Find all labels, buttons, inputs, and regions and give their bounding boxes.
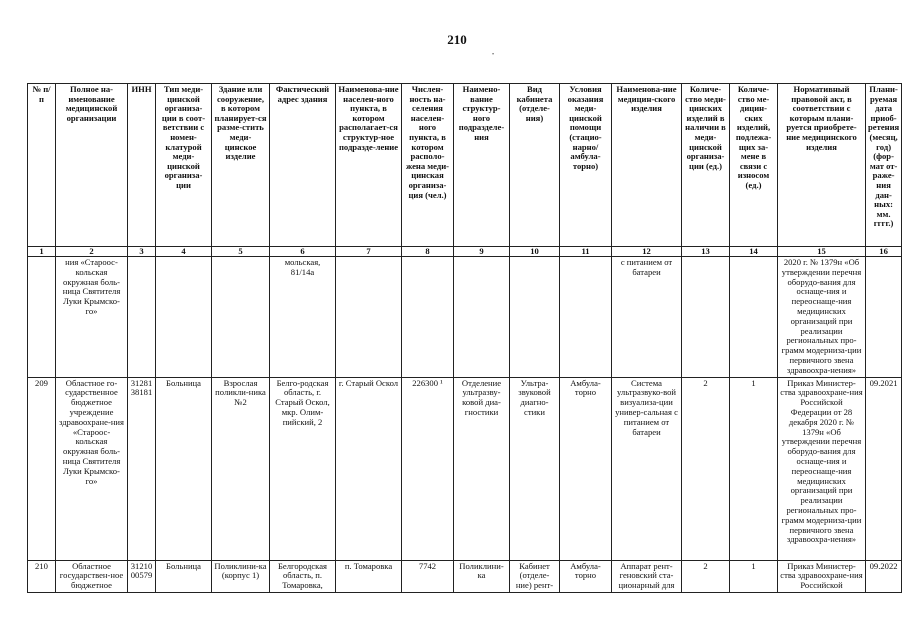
building [212,257,270,378]
legal-act: Приказ Министер-ства здравоохране-ния Российской Федерации от 28 декабря 2020 г. № 1379н «Об утверждении перечня оборудо-вания для оснаще-ния и переоснаще-ния медицинских организаций при реализации региональных про-грамм модерниза-ции первичного звена здравоохра-нения» [778,377,866,560]
page-number: 210 [447,32,467,47]
col-number: 2 [56,247,128,257]
header-col-13: Количе-ство меди-цинских изделий в наличии в меди-цинской организа-ции (ед.) [682,84,730,247]
settlement: п. Томаровка [336,560,402,592]
header-col-12: Наименова-ние медицин-ского изделия [612,84,682,247]
col-number: 8 [402,247,454,257]
population [402,257,454,378]
table-row [28,257,902,378]
equipment-table [27,83,902,593]
division [454,257,510,378]
page-dot: • [492,52,495,58]
row-index: 210 [28,560,56,592]
header-row [28,84,902,247]
address: Белго-родская область, г. Старый Оскол, мкр. Олим-пийский, 2 [270,377,336,560]
population: 7742 [402,560,454,592]
devices-available: 2 [682,377,730,560]
header-col-6: Фактический адрес здания [270,84,336,247]
col-number: 16 [866,247,902,257]
planned-date: 09.2021 [866,377,902,560]
col-number: 15 [778,247,866,257]
cabinet-type [510,257,560,378]
col-number: 3 [128,247,156,257]
settlement: г. Старый Оскол [336,377,402,560]
cabinet-type: Кабинет (отделе-ние) рент- [510,560,560,592]
inn: 31281 38181 [128,377,156,560]
legal-act: 2020 г. № 1379н «Об утверждении перечня оборудо-вания для оснаще-ния и переоснаще-ния медицинских организаций при реализации региональных про-грамм модерниза-ции первичного звена здравоохра-нения» [778,257,866,378]
address: мольская, 81/14а [270,257,336,378]
header-col-3: ИНН [128,84,156,247]
cabinet-type: Ультра-звуковой диагно-стики [510,377,560,560]
planned-date: 09.2022 [866,560,902,592]
col-number: 5 [212,247,270,257]
care-conditions: Амбула-торно [560,377,612,560]
header-col-5: Здание или сооружение, в котором планирует-ся разме-стить меди-цинское изделие [212,84,270,247]
header-col-14: Количе-ство ме-дицин-ских изделий, подлежа-щих за-мене в связи с износом (ед.) [730,84,778,247]
header-col-16: Плани-руемая дата приоб-ретения (месяц, год) (фор-мат от-раже-ния дан-ных: мм. гггг.) [866,84,902,247]
header-col-9: Наимено-вание структур-ного подразделе-ния [454,84,510,247]
device-name: Система ультразвуко-вой визуализа-ции универ-сальная с питанием от батареи [612,377,682,560]
row-index: 209 [28,377,56,560]
settlement [336,257,402,378]
header-col-7: Наименова-ние населен-ного пункта, в котором располагает-ся структур-ное подразде-ление [336,84,402,247]
organization-name: Областное государствен-ное бюджетное [56,560,128,592]
header-col-15: Нормативный правовой акт, в соответствии с которым плани-руется приобрете-ние медицинского изделия [778,84,866,247]
col-number: 1 [28,247,56,257]
col-number: 12 [612,247,682,257]
legal-act: Приказ Министер-ства здравоохране-ния Российской [778,560,866,592]
device-name: Аппарат рент-геновский ста-ционарный для [612,560,682,592]
col-number: 4 [156,247,212,257]
header-col-1: № п/п [28,84,56,247]
header-col-2: Полное на-именование медицинской организации [56,84,128,247]
col-number: 10 [510,247,560,257]
col-number: 13 [682,247,730,257]
care-conditions [560,257,612,378]
organization-type [156,257,212,378]
header-col-11: Условия оказания меди-цинской помощи (стацио-нарно/ амбула-торно) [560,84,612,247]
devices-to-replace [730,257,778,378]
table-row [28,560,902,592]
col-number: 7 [336,247,402,257]
building: Поликлини-ка (корпус 1) [212,560,270,592]
col-number: 14 [730,247,778,257]
division: Поликлини-ка [454,560,510,592]
col-number: 11 [560,247,612,257]
col-number: 9 [454,247,510,257]
inn: 31210 00579 [128,560,156,592]
device-name: с питанием от батареи [612,257,682,378]
devices-available: 2 [682,560,730,592]
planned-date [866,257,902,378]
organization-name: ния «Староос-кольская окружная боль-ница Святителя Луки Крымско-го» [56,257,128,378]
organization-name: Областное го-сударственное бюджетное учреждение здравоохране-ния «Староос-кольская окружная боль-ница Святителя Луки Крымско-го» [56,377,128,560]
devices-to-replace: 1 [730,377,778,560]
organization-type: Больница [156,377,212,560]
column-number-row [28,247,902,257]
table-row [28,377,902,560]
row-index [28,257,56,378]
population: 226300 ¹ [402,377,454,560]
inn [128,257,156,378]
devices-available [682,257,730,378]
care-conditions: Амбула-торно [560,560,612,592]
devices-to-replace: 1 [730,560,778,592]
header-col-4: Тип меди-цинской организа-ции в соот-ветствии с номен-клатурой меди-цинской организа-ции [156,84,212,247]
organization-type: Больница [156,560,212,592]
division: Отделение ультразву-ковой диа-гностики [454,377,510,560]
header-col-8: Числен-ность на-селения населен-ного пункта, в котором располо-жена меди-цинская организа-ция (чел.) [402,84,454,247]
header-col-10: Вид кабинета (отделе-ния) [510,84,560,247]
building: Взрослая поликли-ника №2 [212,377,270,560]
address: Белгородская область, п. Томаровка, [270,560,336,592]
col-number: 6 [270,247,336,257]
